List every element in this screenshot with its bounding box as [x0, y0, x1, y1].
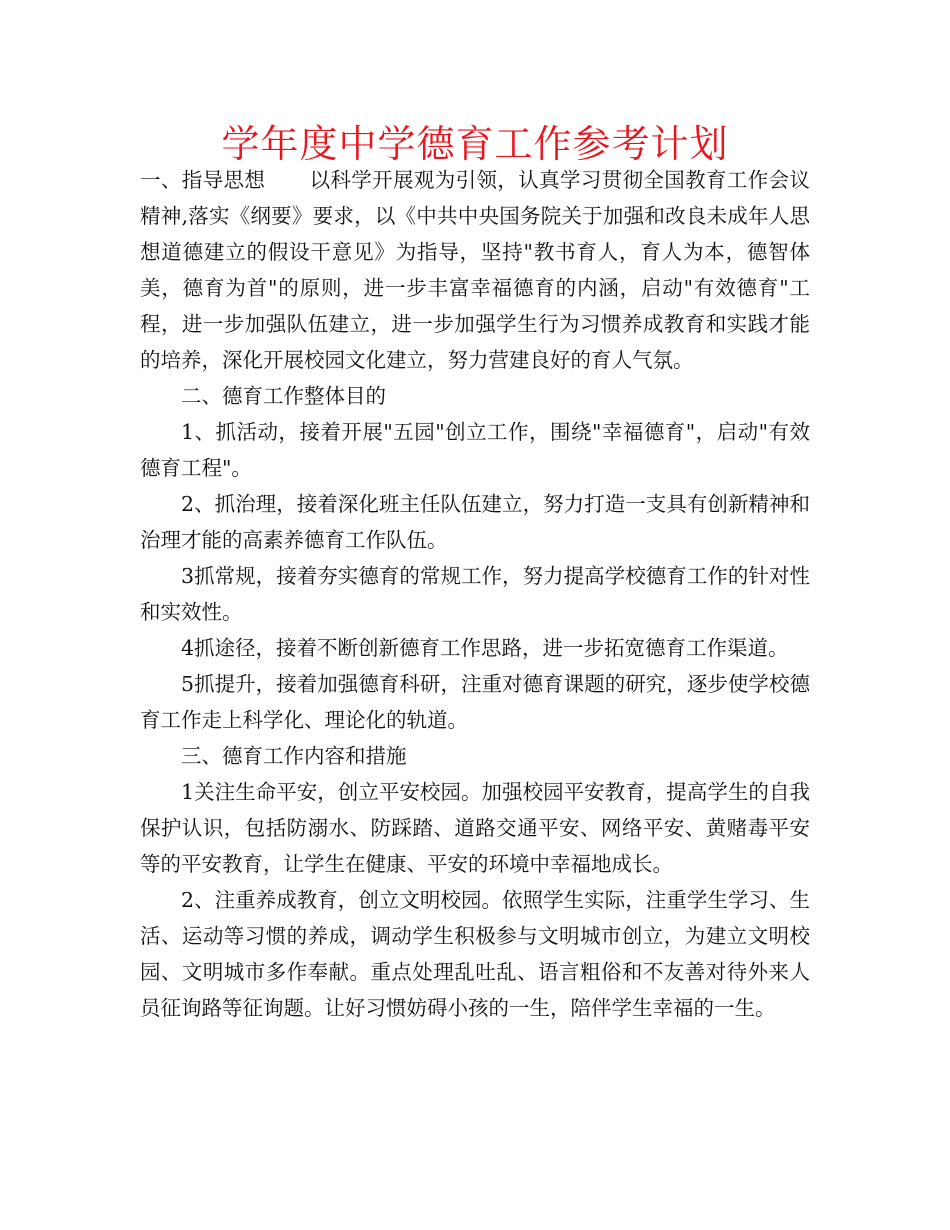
goal-item-4: 4抓途径，接着不断创新德育工作思路，进一步拓宽德育工作渠道。	[181, 636, 789, 660]
goal-item-3: 3抓常规，接着夯实德育的常规工作，努力提高学校德育工作的针对性和实效性。	[140, 564, 810, 624]
document-title: 学年度中学德育工作参考计划	[221, 122, 729, 166]
paragraph-text: 以科学开展观为引领，认真学习贯彻全国教育工作会议精神,落实《纲要》要求，以《中共中央国务院关于加强和改良未成年人思想道德建立的假设干意见》为指导，坚持"教书育人，育人为本，德智体美，德育为首"的原则，进一步丰富幸福德育的内涵，启动"有效德育"工程，进一步加强队伍建立，进一步加强学生行为习惯养成教育和实践才能的培养，深化开展校园文化建立，努力营建良好的育人气氛。	[140, 168, 811, 372]
document-body	[140, 162, 810, 1026]
goal-item-1: 1、抓活动，接着开展"五园"创立工作，围绕"幸福德育"，启动"有效德育工程"。	[140, 420, 810, 480]
goal-item-5: 5抓提升，接着加强德育科研，注重对德育课题的研究，逐步使学校德育工作走上科学化、理论化的轨道。	[140, 672, 810, 732]
section-heading-content-measures: 三、德育工作内容和措施	[181, 744, 407, 768]
measure-item-2: 2、注重养成教育，创立文明校园。依照学生实际，注重学生学习、生活、运动等习惯的养成，调动学生积极参与文明城市创立，为建立文明校园、文明城市多作奉献。重点处理乱吐乱、语言粗俗和不友善对待外来人员征询路等征询题。让好习惯妨碍小孩的一生，陪伴学生幸福的一生。	[140, 888, 810, 1020]
measure-item-1: 1关注生命平安，创立平安校园。加强校园平安教育，提高学生的自我保护认识，包括防溺水、防踩踏、道路交通平安、网络平安、黄赌毒平安等的平安教育，让学生在健康、平安的环境中幸福地成长。	[140, 780, 810, 876]
section-heading-overall-goals: 二、德育工作整体目的	[181, 384, 386, 408]
section-heading-guiding-ideology: 一、指导思想	[140, 168, 266, 192]
paragraph-guiding-ideology	[140, 162, 810, 378]
goal-item-2: 2、抓治理，接着深化班主任队伍建立，努力打造一支具有创新精神和治理才能的高素养德育工作队伍。	[140, 492, 810, 552]
